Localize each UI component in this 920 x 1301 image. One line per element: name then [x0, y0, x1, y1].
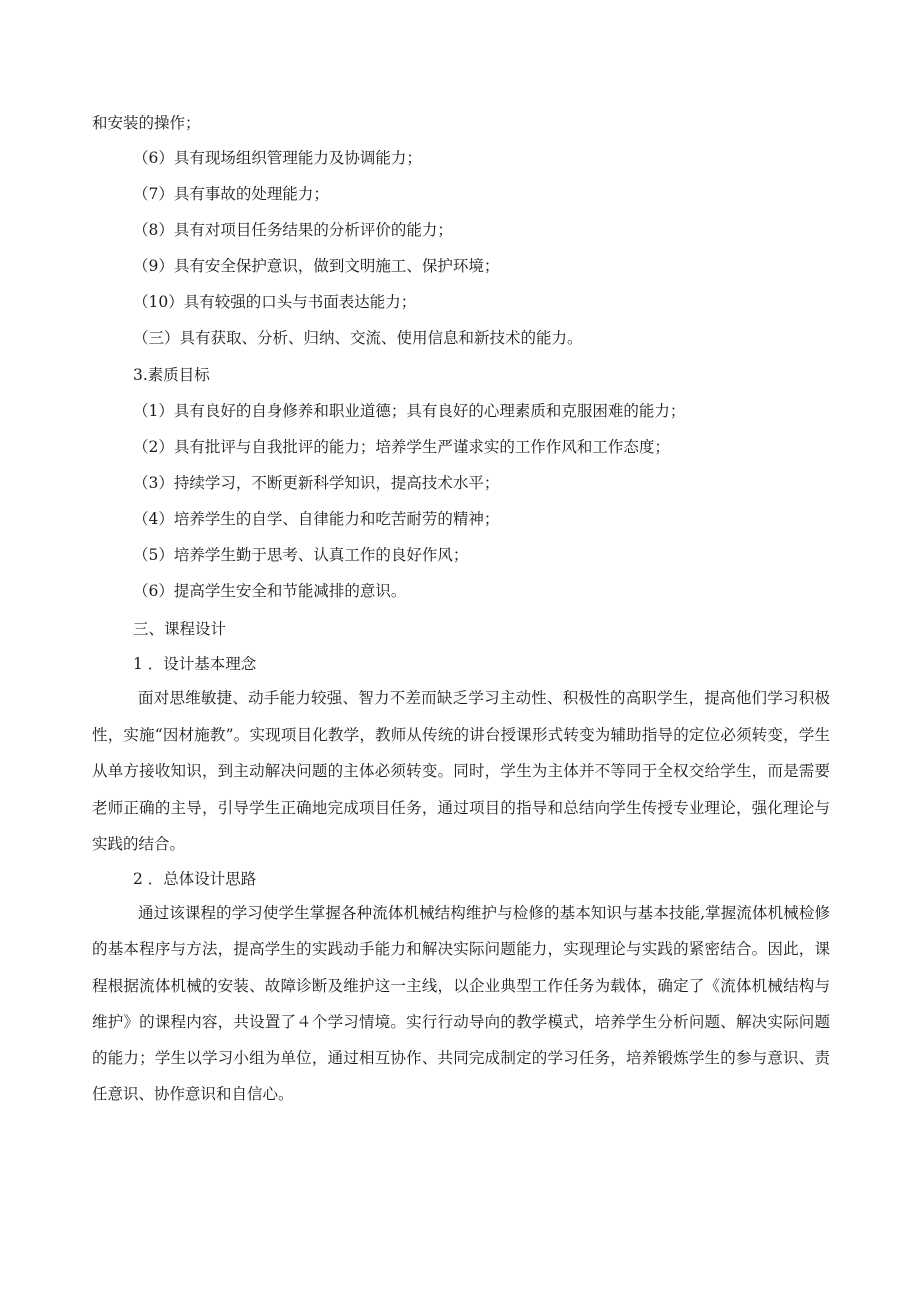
subheading-design-concept: 1 ．设计基本理念	[133, 655, 257, 673]
paragraph-overall-design: 通过该课程的学习使学生掌握各种流体机械结构维护与检修的基本知识与基本技能,掌握流体机械检修的基本程序与方法，提高学生的实践动手能力和解决实际问题能力，实现理论与实践的紧密结合。因此，课程根据流体机械的安装、故障诊断及维护这一主线，以企业典型工作任务为载体，确定了《流体机械结构与维护》的课程内容，共设置了４个学习情境。实行行动导向的教学模式，培养学生分析问题、解决实际问题的能力；学生以学习小组为单位，通过相互协作、共同完成制定的学习任务，培养锻炼学生的参与意识、责任意识、协作意识和自信心。	[92, 904, 830, 1104]
list-item-quality-3: （3）持续学习，不断更新科学知识，提高技术水平；	[133, 474, 500, 492]
list-item-ability-6: （6）具有现场组织管理能力及协调能力；	[133, 149, 422, 167]
paragraph-design-concept: 面对思维敏捷、动手能力较强、智力不差而缺乏学习主动性、积极性的高职学生，提高他们学习积极性，实施“因材施教”。实现项目化教学，教师从传统的讲台授课形式转变为辅助指导的定位必须转变，学生从单方接收知识，到主动解决问题的主体必须转变。同时，学生为主体并不等同于全权交给学生，而是需要老师正确的主导，引导学生正确地完成项目任务，通过项目的指导和总结向学生传授专业理论，强化理论与实践的结合。	[92, 689, 830, 853]
list-item-quality-6: （6）提高学生安全和节能减排的意识。	[133, 582, 407, 600]
list-item-ability-9: （9）具有安全保护意识，做到文明施工、保护环境；	[133, 257, 500, 275]
subheading-overall-design: 2 ．总体设计思路	[133, 870, 257, 888]
list-item-ability-10: （10）具有较强的口头与书面表达能力；	[133, 293, 417, 311]
list-item-ability-8: （8）具有对项目任务结果的分析评价的能力；	[133, 221, 453, 239]
list-item-quality-2: （2）具有批评与自我批评的能力；培养学生严谨求实的工作作风和工作态度；	[133, 438, 670, 456]
list-item-ability-3: （三）具有获取、分析、归纳、交流、使用信息和新技术的能力。	[133, 329, 583, 347]
heading-quality-goals: 3.素质目标	[133, 366, 210, 384]
text-line-installation: 和安装的操作；	[92, 114, 201, 132]
list-item-ability-7: （7）具有事故的处理能力；	[133, 185, 329, 203]
list-item-quality-4: （4）培养学生的自学、自律能力和吃苦耐劳的精神；	[133, 510, 500, 528]
list-item-quality-5: （5）培养学生勤于思考、认真工作的良好作风；	[133, 546, 469, 564]
list-item-quality-1: （1）具有良好的自身修养和职业道德；具有良好的心理素质和克服困难的能力；	[133, 402, 686, 420]
section-heading-course-design: 三、课程设计	[133, 620, 227, 638]
